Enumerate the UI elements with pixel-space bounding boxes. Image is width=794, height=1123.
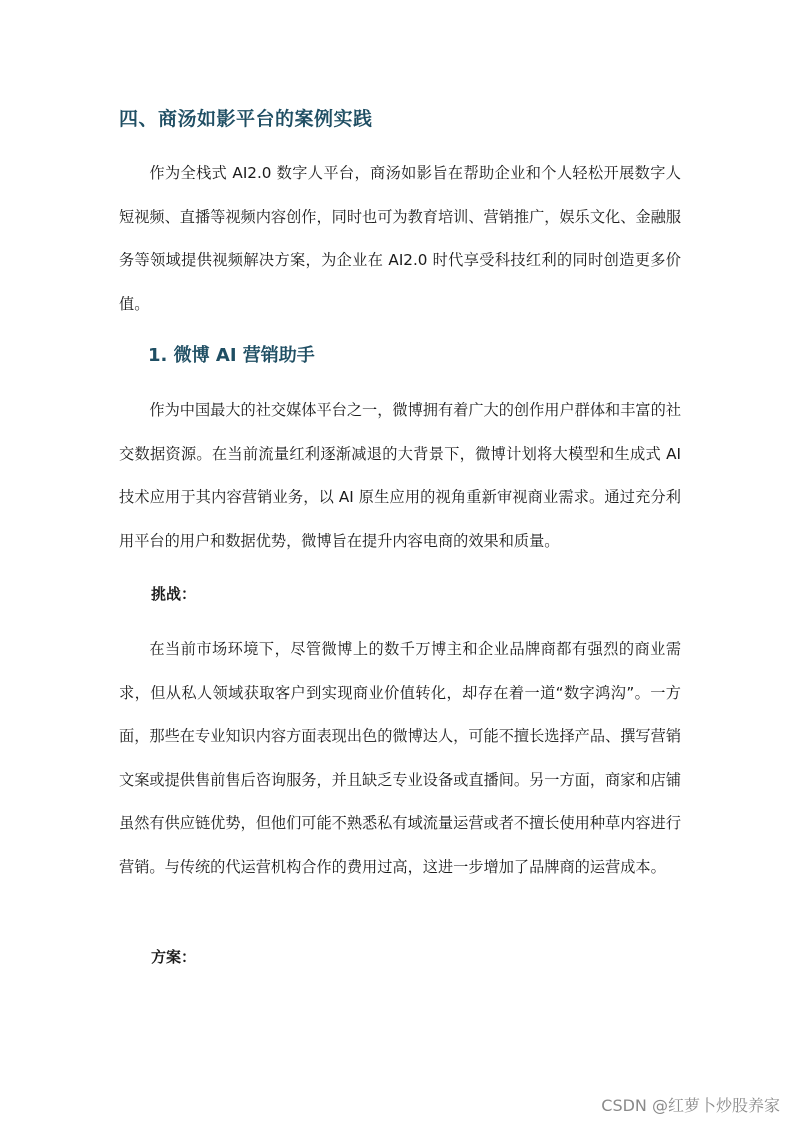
solution-label: 方案： xyxy=(151,948,197,966)
case-heading: 1. 微博 AI 营销助手 xyxy=(148,345,315,366)
section-heading: 四、商汤如影平台的案例实践 xyxy=(119,108,373,130)
watermark: CSDN @红萝卜炒股养家 xyxy=(601,1096,780,1115)
case-intro-paragraph: 作为中国最大的社交媒体平台之一，微博拥有着广大的创作用户群体和丰富的社交数据资源。在当前流量红利逐渐减退的大背景下，微博计划将大模型和生成式 AI 技术应用于其内容营销业务，以 AI 原生应用的视角重新审视商业需求。通过充分利用平台的用户和数据优势，微博旨在提升内容电商的效果和质量。 xyxy=(119,401,681,550)
challenge-label: 挑战： xyxy=(151,585,197,603)
section-intro-paragraph: 作为全栈式 AI2.0 数字人平台，商汤如影旨在帮助企业和个人轻松开展数字人短视频、直播等视频内容创作，同时也可为教育培训、营销推广，娱乐文化、金融服务等领域提供视频解决方案，为企业在 AI2.0 时代享受科技红利的同时创造更多价值。 xyxy=(119,164,681,313)
challenge-paragraph: 在当前市场环境下，尽管微博上的数千万博主和企业品牌商都有强烈的商业需求，但从私人领域获取客户到实现商业价值转化，却存在着一道“数字鸿沟”。一方面，那些在专业知识内容方面表现出色的微博达人，可能不擅长选择产品、撰写营销文案或提供售前售后咨询服务，并且缺乏专业设备或直播间。另一方面，商家和店铺虽然有供应链优势，但他们可能不熟悉私有域流量运营或者不擅长使用种草内容进行营销。与传统的代运营机构合作的费用过高，这进一步增加了品牌商的运营成本。 xyxy=(119,640,681,876)
